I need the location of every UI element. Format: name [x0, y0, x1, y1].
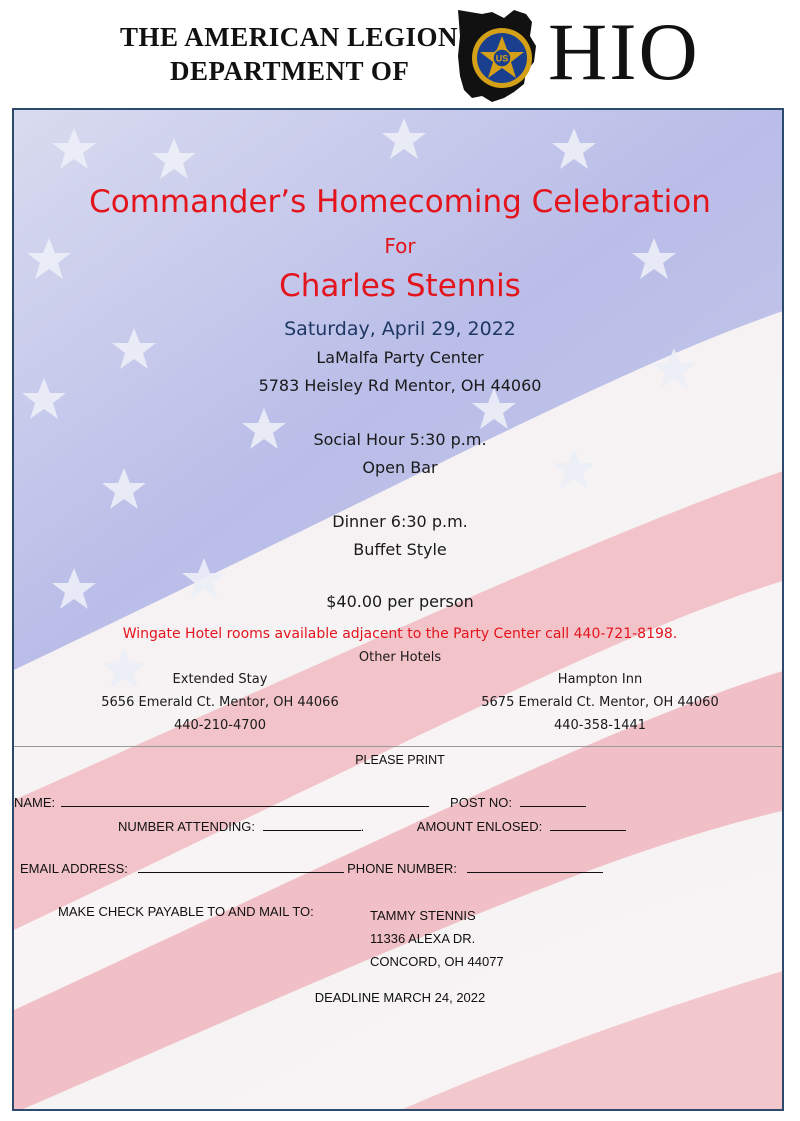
amount-enclosed-field[interactable] [550, 818, 626, 831]
post-number-label: POST NO: [450, 795, 512, 810]
venue-address: 5783 Heisley Rd Mentor, OH 44060 [258, 376, 542, 395]
hotel-address: 5656 Emerald Ct. Mentor, OH 44066 [101, 695, 339, 710]
letterhead [0, 0, 800, 108]
wingate-hotel-note: Wingate Hotel rooms available adjacent to the Party Center call 440-721-8198. [122, 626, 678, 642]
org-name-line1: THE AMERICAN LEGION [120, 22, 459, 52]
ohio-emblem-logo [452, 6, 552, 104]
contact-row [20, 860, 603, 876]
number-attending-label: NUMBER ATTENDING: [118, 819, 255, 834]
ticket-price: $40.00 per person [326, 592, 474, 611]
payee-city: CONCORD, OH 44077 [370, 954, 504, 969]
org-name-line2: DEPARTMENT OF [170, 56, 410, 86]
event-title: Commander’s Homecoming Celebration [89, 184, 711, 220]
email-field[interactable] [138, 860, 344, 873]
venue-name: LaMalfa Party Center [316, 348, 484, 367]
number-attending-suffix: . [360, 819, 365, 834]
flyer-frame [12, 108, 784, 1111]
please-print-label: PLEASE PRINT [355, 753, 445, 767]
open-bar: Open Bar [362, 458, 438, 477]
section-divider [14, 746, 784, 747]
attendance-row [118, 818, 626, 834]
name-label: NAME: [14, 795, 56, 810]
honoree-name: Charles Stennis [279, 268, 521, 304]
post-number-field[interactable] [520, 794, 586, 807]
event-date: Saturday, April 29, 2022 [284, 318, 516, 340]
hotel-extended-stay [60, 668, 380, 737]
hotel-name: Hampton Inn [557, 672, 643, 687]
payee-street: 11336 ALEXA DR. [370, 931, 476, 946]
hotel-phone: 440-358-1441 [553, 718, 647, 733]
phone-label: PHONE NUMBER: [347, 861, 457, 876]
hotel-name: Extended Stay [172, 672, 268, 687]
state-name-suffix: HIO [548, 6, 700, 97]
number-attending-field[interactable] [263, 818, 361, 831]
registration-deadline: DEADLINE MARCH 24, 2022 [314, 990, 486, 1005]
mail-to-label: MAKE CHECK PAYABLE TO AND MAIL TO: [58, 904, 314, 919]
payee-address [370, 904, 504, 973]
flyer-content [14, 110, 784, 1111]
hotel-phone: 440-210-4700 [173, 718, 267, 733]
other-hotels-label: Other Hotels [358, 650, 442, 665]
name-row [14, 794, 586, 810]
phone-field[interactable] [467, 860, 603, 873]
legion-emblem-text: US [495, 53, 509, 64]
hotel-hampton-inn [440, 668, 760, 737]
social-hour: Social Hour 5:30 p.m. [313, 430, 487, 449]
dinner-style: Buffet Style [353, 540, 447, 559]
hotel-address: 5675 Emerald Ct. Mentor, OH 44060 [481, 695, 719, 710]
name-field[interactable] [61, 794, 429, 807]
event-for: For [384, 234, 416, 258]
amount-enclosed-label: AMOUNT ENLOSED: [416, 819, 543, 834]
dinner-time: Dinner 6:30 p.m. [332, 512, 468, 531]
email-label: EMAIL ADDRESS: [20, 861, 128, 876]
payee-name: TAMMY STENNIS [370, 908, 476, 923]
